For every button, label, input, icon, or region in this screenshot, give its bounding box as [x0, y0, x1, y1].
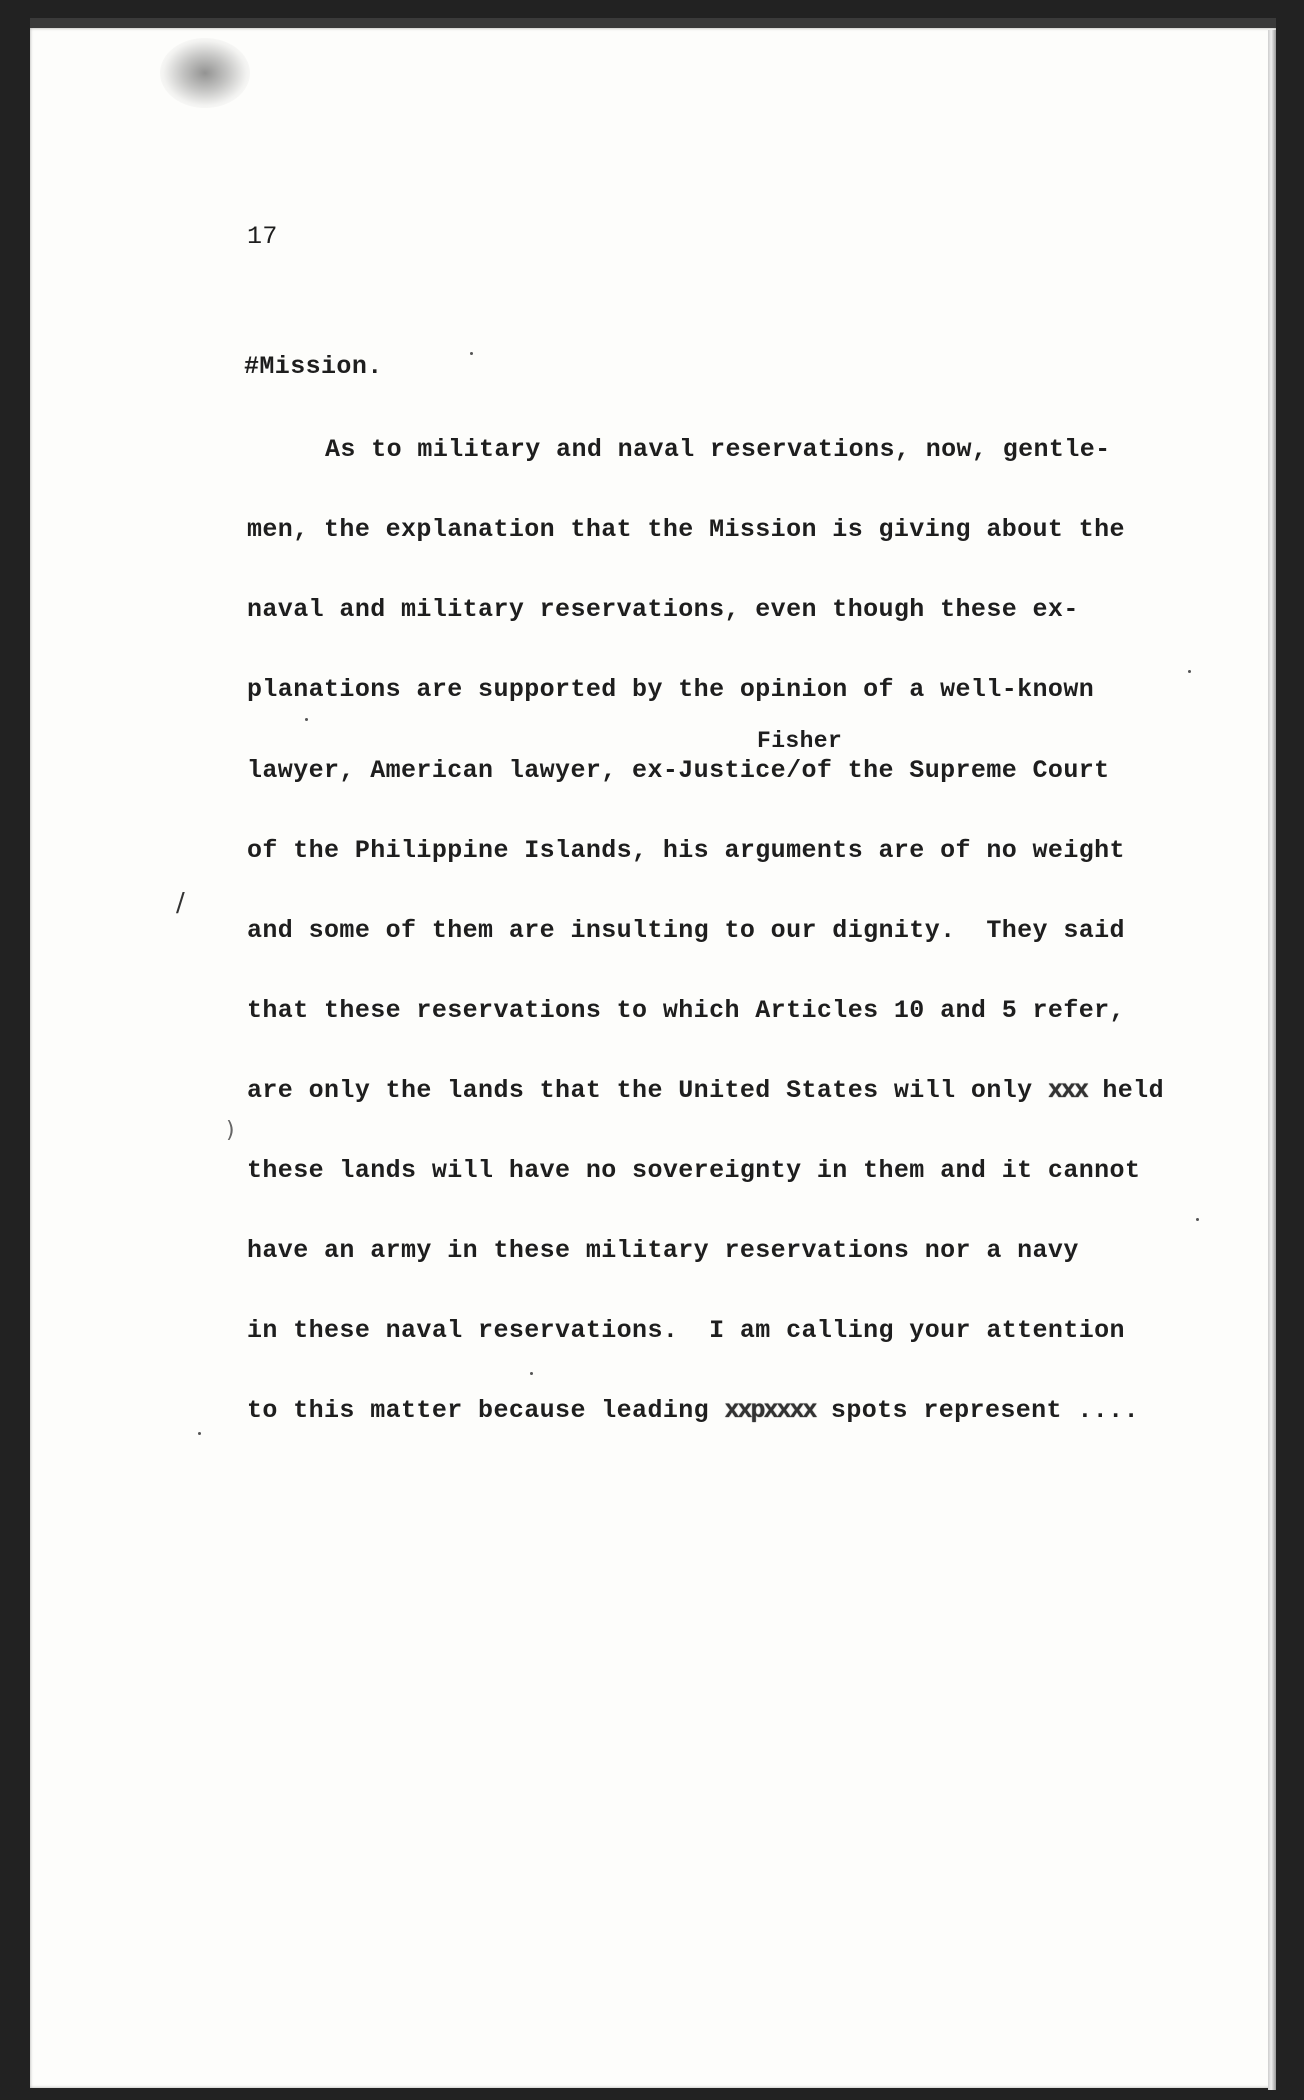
margin-bracket-mark: ): [226, 1118, 235, 1143]
struck-out-text: xxpxxxx: [724, 1396, 816, 1425]
text-line-2: men, the explanation that the Mission is giving about the: [247, 515, 1125, 544]
paper-edge: [1268, 30, 1276, 2090]
text-line-1: As to military and naval reservations, now, gentle-: [325, 435, 1111, 464]
text-line-4: planations are supported by the opinion of a well-known: [247, 675, 1095, 704]
line-9-text: are only the lands that the United States will only: [247, 1076, 1033, 1105]
dust-speck: [530, 1372, 533, 1375]
dust-speck: [305, 718, 308, 721]
paper-sheet: [30, 28, 1276, 2088]
text-line-9: [247, 1076, 1164, 1105]
heading-text: Mission.: [259, 352, 383, 381]
text-line-7: and some of them are insulting to our dignity. They said: [247, 916, 1125, 945]
margin-tick-mark: /: [176, 888, 185, 918]
text-line-6: of the Philippine Islands, his arguments are of no weight: [247, 836, 1125, 865]
heading-mark: #: [244, 352, 260, 381]
ink-smudge: [160, 38, 250, 108]
text-line-10: these lands will have no sovereignty in them and it cannot: [247, 1156, 1141, 1185]
section-heading: [244, 352, 383, 381]
dust-speck: [198, 1432, 201, 1435]
dust-speck: [1188, 670, 1191, 673]
text-line-5: lawyer, American lawyer, ex-Justice/of the Supreme Court: [247, 756, 1110, 785]
dust-speck: [470, 352, 473, 355]
line-9-end: held: [1086, 1076, 1164, 1105]
text-line-12: in these naval reservations. I am calling your attention: [247, 1316, 1125, 1345]
struck-out-text: xxx: [1047, 1076, 1087, 1105]
text-line-3: naval and military reservations, even though these ex-: [247, 595, 1079, 624]
line-13-end: spots represent ....: [815, 1396, 1139, 1425]
dust-speck: [1196, 1218, 1199, 1221]
text-line-13: [247, 1396, 1139, 1425]
text-line-11: have an army in these military reservations nor a navy: [247, 1236, 1079, 1265]
line-13-text: to this matter because leading: [247, 1396, 710, 1425]
page-number: 17: [247, 222, 278, 251]
handwritten-insertion: Fisher: [757, 728, 843, 754]
text-line-8: that these reservations to which Articles 10 and 5 refer,: [247, 996, 1125, 1025]
